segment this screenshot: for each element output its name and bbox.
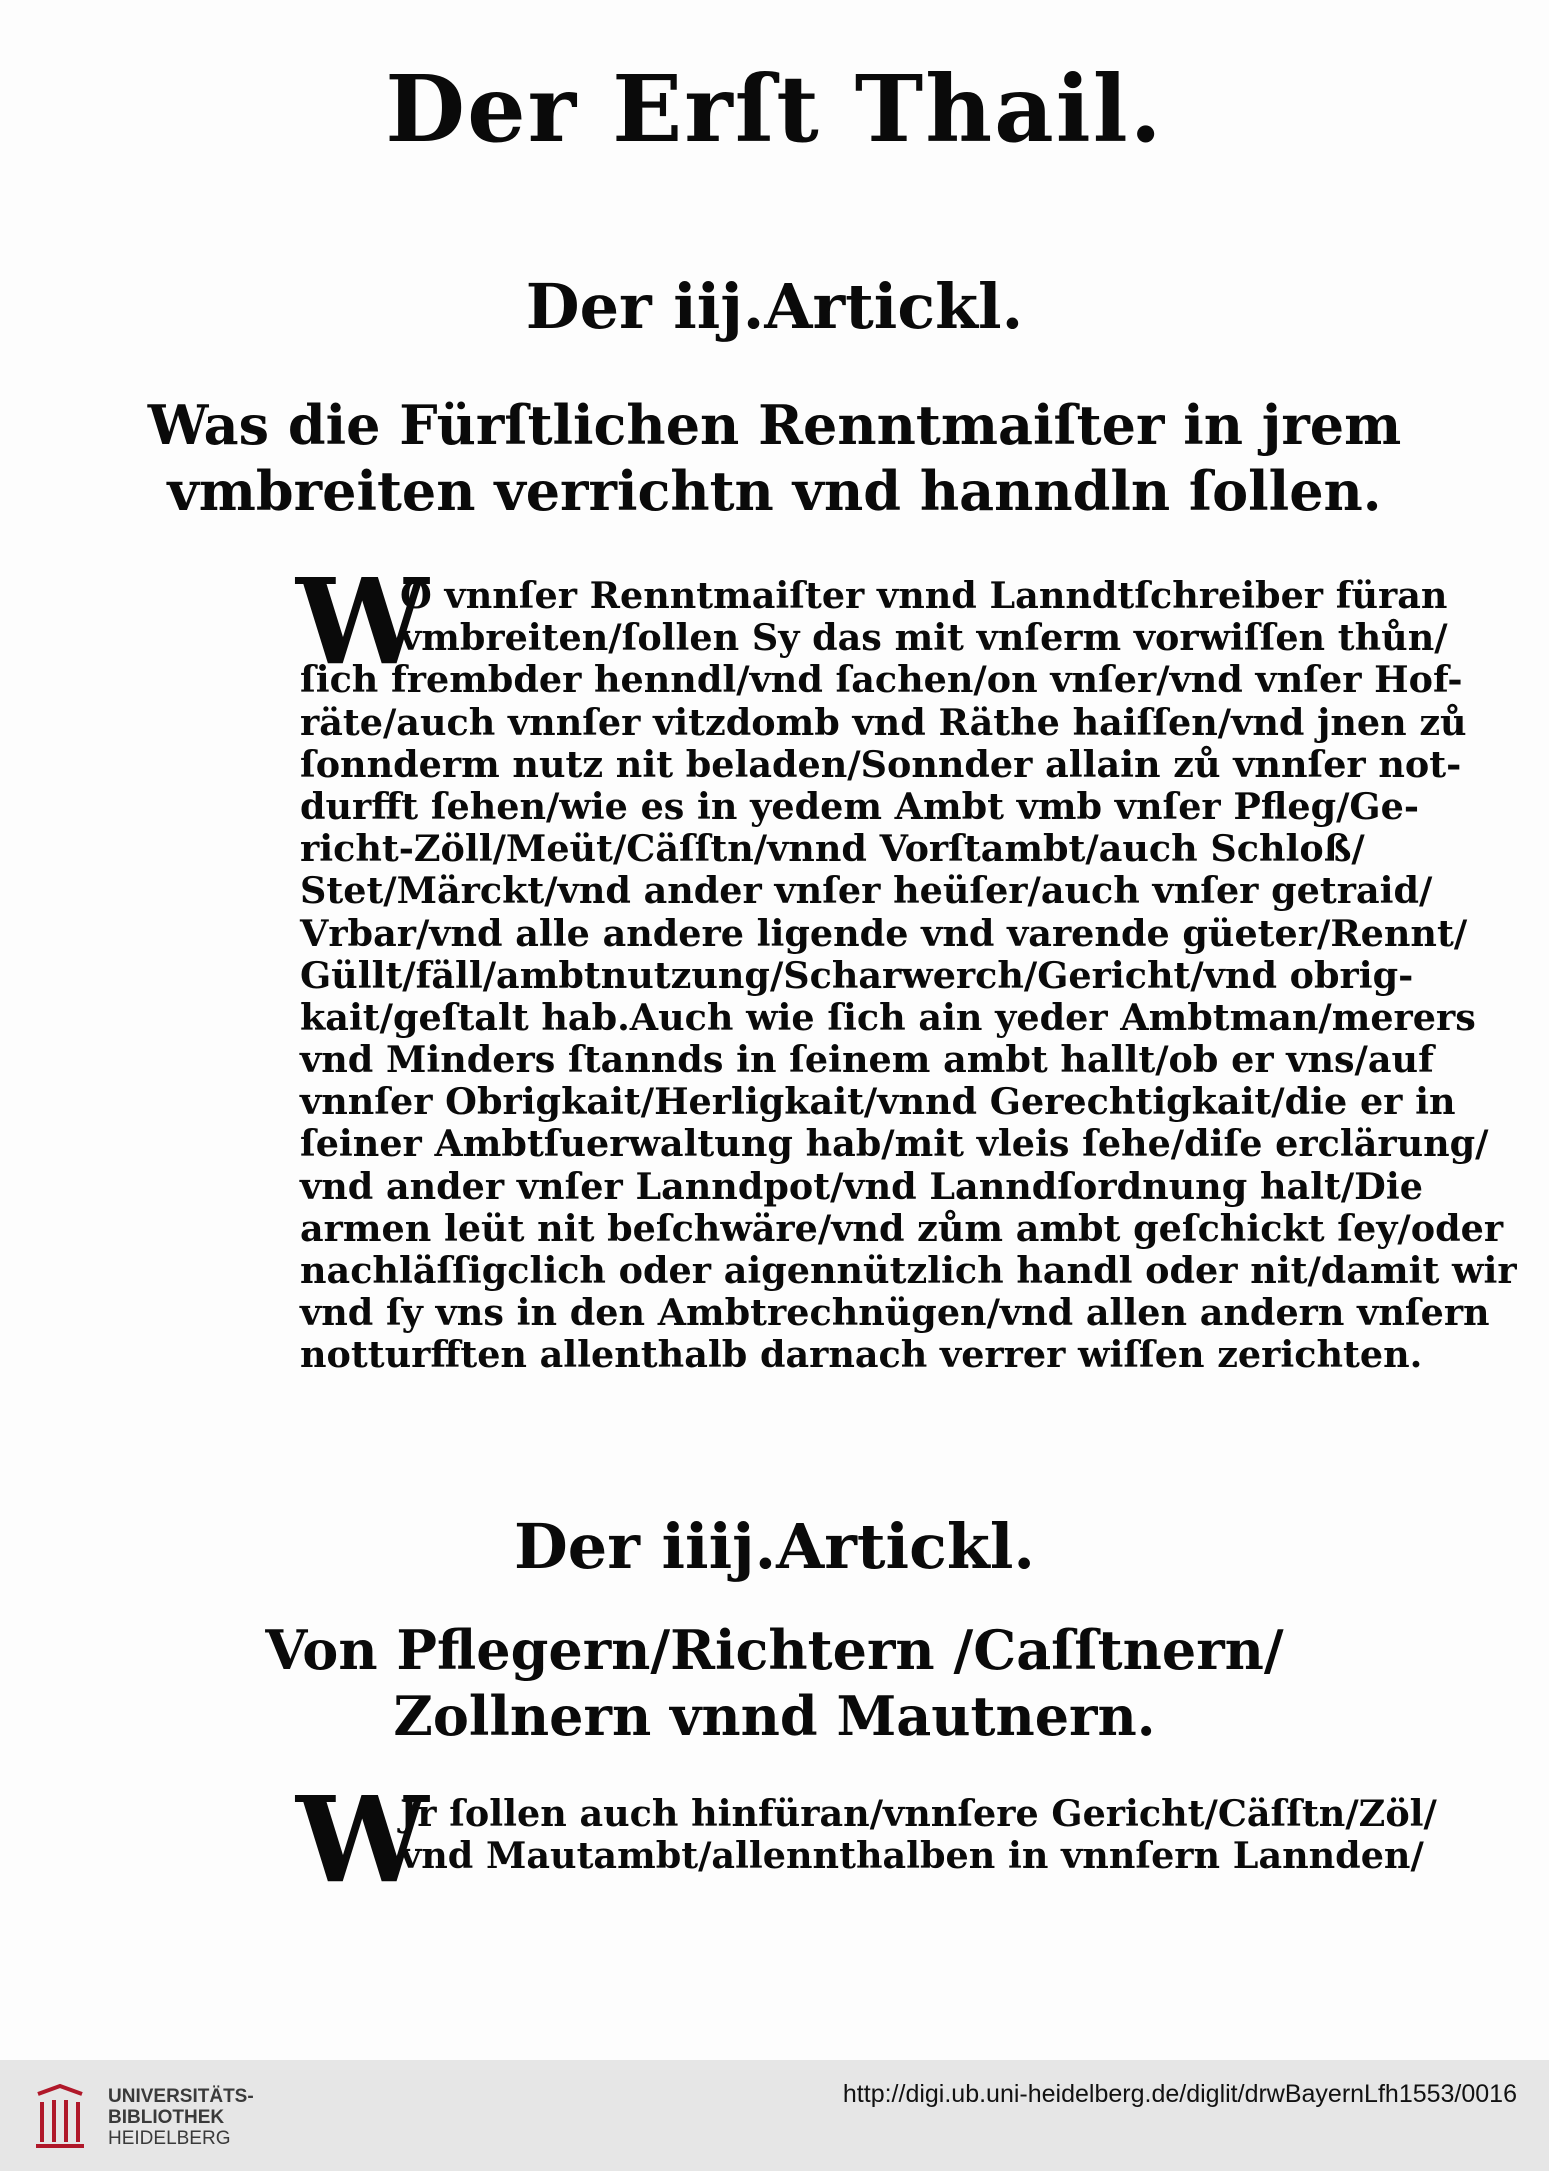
- text-line: Stet/Märckt/vnd ander vnſer heüſer/auch vnſer getraid/: [300, 869, 1433, 913]
- text-line: nachläſſigclich oder aigennützlich handl oder nit/damit wir: [300, 1249, 1517, 1292]
- article-3-body: [300, 574, 1517, 1377]
- text-line: vnnſer Obrigkait/Herligkait/vnnd Gerechtigkait/die er in: [300, 1080, 1456, 1124]
- logo-line: BIBLIOTHEK: [108, 2107, 225, 2128]
- article-4-subtitle: [0, 1617, 1549, 1749]
- article-4-title: Der iiij.Artickl.: [514, 1510, 1035, 1583]
- logo-line: UNIVERSITÄTS-: [108, 2086, 254, 2107]
- text-line: vnd Mautambt/allennthalben in vnnſern Lannden/: [400, 1834, 1424, 1878]
- article-4-subtitle-line: Zollnern vnnd Mautnern.: [393, 1684, 1156, 1748]
- viewer-footer: [0, 2060, 1549, 2171]
- text-line: armen leüt nit beſchwäre/vnd zům ambt geſchickt ſey/oder: [300, 1206, 1504, 1250]
- text-line: notturfften allenthalb darnach verrer wiſſen zerichten.: [300, 1333, 1423, 1377]
- article-4-subtitle-line: Von Pflegern/Richtern /Caſſtnern/: [265, 1618, 1284, 1682]
- drop-initial: W: [296, 1770, 429, 1909]
- text-line: ſeiner Ambtſuerwaltung hab/mit vleis ſehe/diſe erclärung/: [300, 1122, 1489, 1166]
- permalink-url[interactable]: http://digi.ub.uni-heidelberg.de/diglit/drwBayernLfh1553/0016: [842, 2080, 1517, 2108]
- text-line: räte/auch vnnſer vitzdomb vnd Räthe haiſſen/vnd jnen zů: [300, 700, 1467, 744]
- text-line: vmbreiten/ſollen Sy das mit vnſerm vorwiſſen thůn/: [400, 616, 1448, 660]
- article-3-subtitle: [0, 392, 1549, 524]
- text-line: ſich frembder henndl/vnd ſachen/on vnſer/vnd vnſer Hof-: [300, 658, 1463, 702]
- text-line: Güllt/fäll/ambtnutzung/Scharwerch/Gericht/vnd obrig-: [300, 953, 1414, 997]
- text-line: ſonnderm nutz nit beladen/Sonnder allain zů vnnſer not-: [300, 742, 1462, 786]
- library-logo-text: [108, 2086, 254, 2149]
- library-logo-icon: [30, 2082, 90, 2152]
- text-line: Vrbar/vnd alle andere ligende vnd varende güeter/Rennt/: [300, 911, 1468, 955]
- article-3-title: Der iij.Artickl.: [525, 270, 1024, 343]
- text-line: kait/geſtalt hab.Auch wie ſich ain yeder Ambtman/merers: [300, 995, 1476, 1039]
- article-3-subtitle-line: Was die Fürſtlichen Renntmaiſter in jrem: [147, 393, 1402, 457]
- text-line: richt-Zöll/Meüt/Cäſſtn/vnnd Vorſtambt/auch Schloß/: [300, 827, 1365, 871]
- text-line: Jr ſollen auch hinfüran/vnnſere Gericht/Cäſſtn/Zöl/: [400, 1792, 1437, 1835]
- article-3-subtitle-line: vmbreiten verrichtn vnd hanndln ſollen.: [167, 459, 1382, 523]
- drop-initial: W: [296, 552, 429, 691]
- text-line: durfft ſehen/wie es in yedem Ambt vmb vnſer Pfleg/Ge-: [300, 784, 1419, 828]
- logo-line: HEIDELBERG: [108, 2128, 231, 2149]
- running-head: Der Erſt Thail.: [385, 55, 1164, 163]
- text-line: vnd ander vnſer Lanndpot/vnd Lanndſordnung halt/Die: [300, 1164, 1423, 1208]
- text-line: vnd ſy vns in den Ambtrechnügen/vnd allen andern vnſern: [300, 1291, 1490, 1335]
- text-line: vnd Minders ſtannds in ſeinem ambt hallt/ob er vns/auf: [300, 1038, 1434, 1082]
- text-line: O vnnſer Renntmaiſter vnnd Lanndtſchreiber füran: [400, 574, 1448, 617]
- article-4-body: [300, 1792, 1437, 1878]
